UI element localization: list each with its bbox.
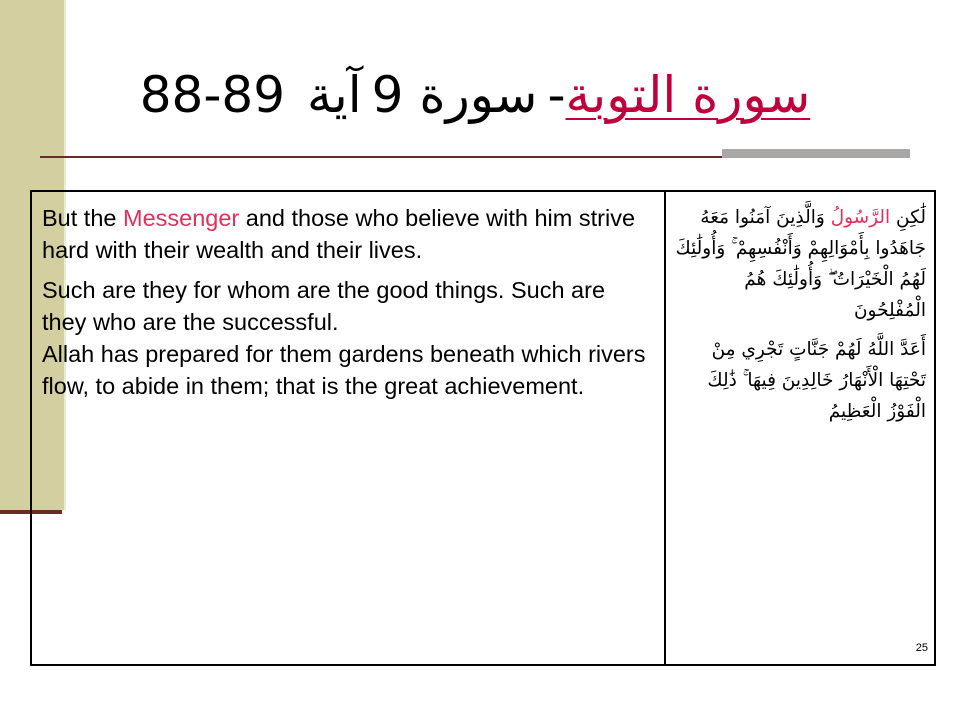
translation-paragraph-2: Such are they for whom are the good things. Such are they who are the successful. xyxy=(42,277,606,335)
arabic-cell xyxy=(665,191,935,665)
surah-link[interactable]: سورة التوبة xyxy=(565,66,811,124)
page-number: 25 xyxy=(915,642,928,654)
translation-paragraph-3: Allah has prepared for them gardens beneath which rivers flow, to abide in them; that is the great achievement. xyxy=(42,341,646,399)
translation-p1-end: and those who believe with him strive hard with their wealth and their lives. xyxy=(42,205,636,263)
arabic-paragraph-1 xyxy=(674,202,926,326)
surah-number: سورة 9 xyxy=(371,66,538,124)
arabic-p1-start: لَٰكِنِ xyxy=(890,207,926,228)
messenger-highlight: Messenger xyxy=(123,205,240,231)
translation-p1-start: But the xyxy=(42,205,123,231)
slide-title xyxy=(40,50,910,140)
verse-row xyxy=(31,191,935,665)
verse-prefix: آية xyxy=(307,66,362,124)
verse-table xyxy=(30,190,936,666)
title-separator: - xyxy=(547,66,566,124)
arabic-messenger-highlight: الرَّسُولُ xyxy=(830,207,891,228)
arabic-text xyxy=(666,192,934,427)
arabic-paragraph-2: أَعَدَّ اللَّهُ لَهُمْ جَنَّاتٍ تَجْرِي مِنْ تَحْتِهَا الْأَنْهَارُ خَالِدِينَ فِيهَا ۚ ذَٰلِكَ الْفَوْزُ الْعَظِيمُ xyxy=(707,339,926,422)
title-divider-accent xyxy=(722,149,910,158)
translation-text xyxy=(32,192,664,402)
verse-range: 88-89 xyxy=(139,66,286,124)
arabic-p1-end: وَالَّذِينَ آمَنُوا مَعَهُ جَاهَدُوا بِأَمْوَالِهِمْ وَأَنْفُسِهِمْ ۚ وَأُولَٰئِكَ لَهُمُ الْخَيْرَاتُ ۖ وَأُولَٰئِكَ هُمُ الْمُفْلِحُونَ xyxy=(675,207,926,321)
translation-paragraph-1 xyxy=(42,202,654,266)
translation-cell xyxy=(31,191,665,665)
